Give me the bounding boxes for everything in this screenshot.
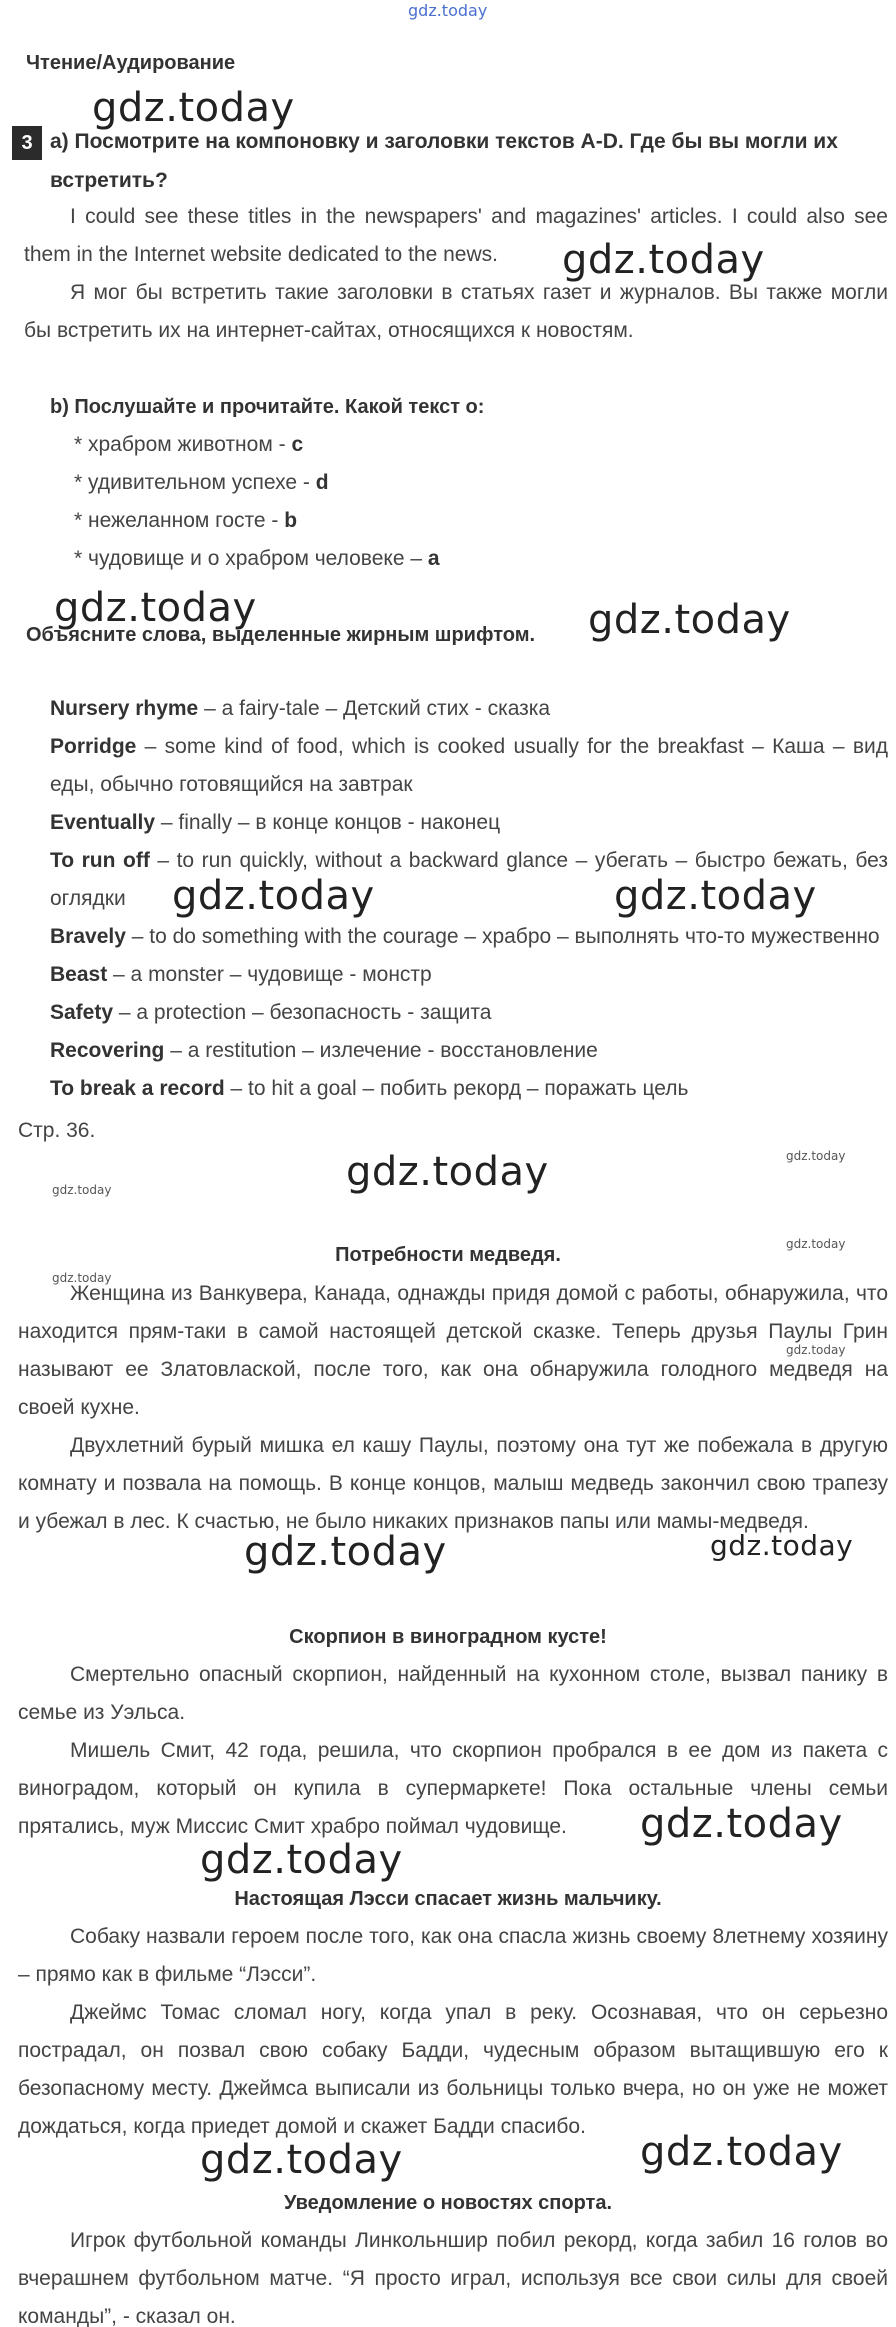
vocab-definition: – a protection – безопасность - защита	[113, 1001, 492, 1024]
vocab-definition: – a restitution – излечение - восстановление	[164, 1039, 598, 1062]
vocab-item	[50, 804, 888, 842]
task-b-item-answer: b	[284, 509, 298, 532]
vocab-term: Eventually	[50, 811, 156, 834]
article-paragraph: Смертельно опасный скорпион, найденный на кухонном столе, вызвал панику в семье из Уэльса.	[18, 1663, 888, 1724]
task-b-item	[74, 426, 440, 464]
small-watermark: gdz.today	[52, 1183, 112, 1197]
task-b-item-text: * удивительном успехе -	[74, 471, 316, 494]
task-b-list	[74, 426, 440, 578]
vocab-term: Porridge	[50, 735, 137, 758]
article-paragraph: Собаку назвали героем после того, как она спасла жизнь своему 8летнему хозяину – прямо как в фильме “Лэсси”.	[18, 1925, 888, 1986]
watermark: gdz.today	[172, 873, 375, 919]
vocab-definition: – to do something with the courage – храбро – выполнять что-то мужественно	[125, 925, 880, 948]
watermark: gdz.today	[200, 2137, 403, 2183]
task-a-question: a) Посмотрите на компоновку и заголовки текстов A-D. Где бы вы могли их встретить?	[50, 130, 838, 192]
article-paragraph: Мишель Смит, 42 года, решила, что скорпион пробрался в ее дом из пакета с виноградом, который он купила в супермаркете! Пока остальные члены семьи прятались, муж Миссис Смит храбро поймал чудовище.	[18, 1739, 888, 1838]
task-a-answer-en: I could see these titles in the newspapers' and magazines' articles. I could also see them in the Internet website dedicated to the news.	[24, 205, 888, 266]
task-b-item-answer: a	[427, 547, 440, 570]
article-paragraph: Игрок футбольной команды Линкольншир побил рекорд, когда забил 16 голов во вчерашнем футбольном матче. “Я просто играл, используя все свои силы для своей команды”, - сказал он.	[18, 2229, 888, 2327]
article-title: Уведомление о новостях спорта.	[283, 2192, 613, 2214]
watermark: gdz.today	[346, 1149, 549, 1195]
task-b-item-text: * храбром животном -	[74, 433, 292, 456]
vocab-item	[50, 1070, 888, 1108]
task-number-badge: 3	[12, 126, 42, 160]
page-reference: Стр. 36.	[18, 1119, 96, 1142]
article-paragraph: Женщина из Ванкувера, Канада, однажды придя домой с работы, обнаружила, что находится прям-таки в самой настоящей детской сказке. Теперь друзья Паулы Грин называют ее Златовлаской, после того, как она обнаружила голодного медведя на своей кухне.	[18, 1282, 888, 1419]
vocab-definition: – a fairy-tale – Детский стих - сказка	[198, 697, 551, 720]
task-b-item	[74, 540, 440, 578]
vocab-term: Bravely	[50, 925, 126, 948]
watermark: gdz.today	[54, 585, 257, 631]
vocab-term: Nursery rhyme	[50, 697, 199, 720]
vocab-term: To break a record	[50, 1077, 225, 1100]
watermark: gdz.today	[640, 1801, 843, 1847]
vocab-item	[50, 728, 888, 804]
vocab-definition: – finally – в конце концов - наконец	[155, 811, 501, 834]
watermark: gdz.today	[92, 85, 295, 131]
watermark: gdz.today	[614, 873, 817, 919]
vocab-item	[50, 956, 888, 994]
task-b-item-text: * нежеланном госте -	[74, 509, 285, 532]
small-watermark: gdz.today	[786, 1237, 846, 1251]
task-b-item-answer: d	[315, 471, 329, 494]
small-watermark: gdz.today	[786, 1343, 846, 1357]
article-title: Настоящая Лэсси спасает жизнь мальчику.	[234, 1888, 662, 1910]
vocab-item	[50, 994, 888, 1032]
task-b-question: b) Послушайте и прочитайте. Какой текст о:	[50, 396, 485, 418]
vocab-term: Beast	[50, 963, 108, 986]
watermark: gdz.today	[588, 597, 791, 643]
article-paragraph: Двухлетний бурый мишка ел кашу Паулы, поэтому она тут же побежала в другую комнату и позвала на помощь. В конце концов, малыш медведь закончил свою трапезу и убежал в лес. К счастью, не было никаких признаков папы или мамы-медведя.	[18, 1434, 888, 1533]
small-watermark: gdz.today	[786, 1149, 846, 1163]
task-b-item	[74, 502, 440, 540]
task-b-item	[74, 464, 440, 502]
vocab-definition: – some kind of food, which is cooked usually for the breakfast – Каша – вид еды, обычно готовящийся на завтрак	[50, 735, 888, 796]
vocab-item	[50, 690, 888, 728]
vocab-term: Recovering	[50, 1039, 165, 1062]
task-b-item-text: * чудовище и о храбром человеке –	[74, 547, 428, 570]
article-title: Потребности медведя.	[335, 1244, 561, 1266]
vocab-item	[50, 918, 888, 956]
watermark: gdz.today	[562, 237, 765, 283]
vocab-term: To run off	[50, 849, 150, 872]
watermark: gdz.today	[710, 1529, 854, 1562]
article-paragraph: Джеймс Томас сломал ногу, когда упал в реку. Осознавая, что он серьезно пострадал, он позвал свою собаку Бадди, чудесным образом вытащившую его к безопасному месту. Джеймса выписали из больницы только вчера, но он уже не может дождаться, когда приедет домой и скажет Бадди спасибо.	[18, 2001, 888, 2138]
vocab-definition: – to run quickly, without a backward glance – убегать – быстро бежать, без оглядки	[50, 849, 888, 910]
vocab-definition: – a monster – чудовище - монстр	[107, 963, 432, 986]
section-title: Чтение/Аудирование	[26, 52, 236, 74]
task-c-question: Объясните слова, выделенные жирным шрифтом.	[26, 624, 536, 646]
watermark: gdz.today	[640, 2129, 843, 2175]
top-watermark: gdz.today	[408, 1, 488, 20]
article-title: Скорпион в виноградном кусте!	[289, 1626, 607, 1648]
watermark: gdz.today	[200, 1837, 403, 1883]
vocab-term: Safety	[50, 1001, 114, 1024]
task-a-answer-ru: Я мог бы встретить такие заголовки в статьях газет и журналов. Вы также могли бы встретить их на интернет-сайтах, относящихся к новостям.	[24, 281, 888, 342]
vocab-item	[50, 1032, 888, 1070]
task-b-item-answer: c	[291, 433, 304, 456]
watermark: gdz.today	[244, 1529, 447, 1575]
vocab-definition: – to hit a goal – побить рекорд – поражать цель	[224, 1077, 689, 1100]
small-watermark: gdz.today	[52, 1271, 112, 1285]
